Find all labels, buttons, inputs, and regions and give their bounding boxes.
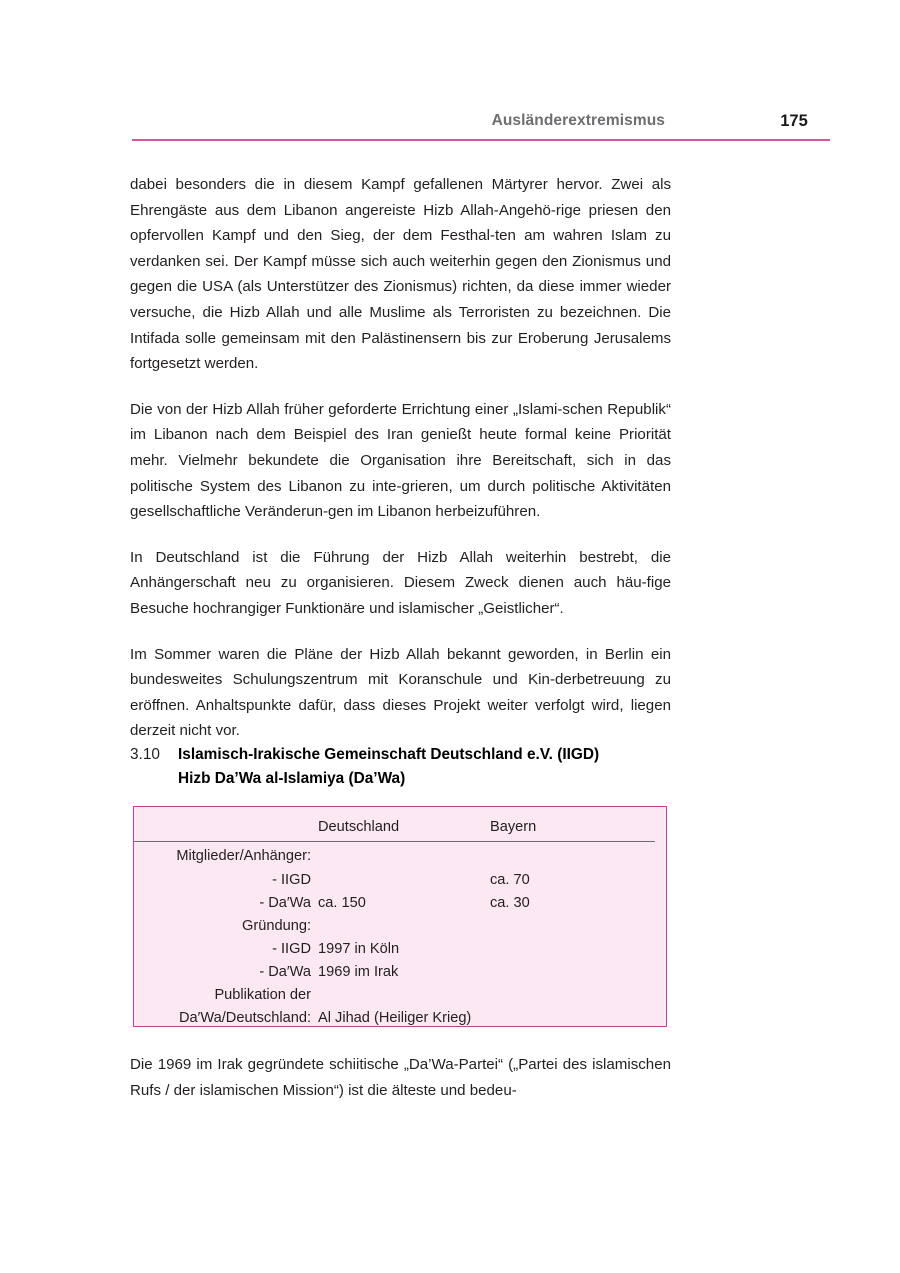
paragraph-5: Die 1969 im Irak gegründete schiitische „Da’Wa-Partei“ („Partei des islamischen Rufs / der islamischen Mission“) ist die älteste und bedeu- (130, 1056, 671, 1099)
table-cell-label: - Da′Wa (259, 964, 311, 980)
table-header-deutschland: Deutschland (318, 819, 400, 835)
running-head (132, 112, 830, 138)
table-header-row (134, 816, 666, 839)
header-rule (132, 139, 830, 141)
table-cell-deutschland: 1969 im Irak (318, 964, 399, 980)
table-cell-deutschland: Al Jihad (Heiliger Krieg) (318, 1010, 472, 1026)
table-row (134, 915, 666, 938)
organization-info-table (133, 806, 667, 1027)
table-row (134, 869, 666, 892)
table-row (134, 938, 666, 961)
table-cell-label: Da′Wa/Deutschland: (179, 1010, 311, 1026)
page-number: 175 (780, 112, 808, 130)
section-number: 3.10 (130, 746, 160, 763)
table-cell-label: - IIGD (272, 872, 311, 888)
table-cell-label: Publikation der (214, 987, 311, 1003)
table-row (134, 1007, 666, 1030)
table-cell-label: Mitglieder/Anhänger: (176, 848, 311, 864)
running-head-title: Ausländerextremismus (491, 112, 665, 129)
paragraph-3: In Deutschland ist die Führung der Hizb Allah weiterhin bestrebt, die Anhängerschaft neu zu organisieren. Diesem Zweck dienen auch häu-​fige Besuche hochrangiger Funktionäre und islamischer „Geistlicher“. (130, 548, 671, 617)
section-heading (130, 743, 675, 790)
table-row (134, 961, 666, 984)
table-header-bayern: Bayern (490, 819, 537, 835)
table-cell-label: - Da′Wa (259, 895, 311, 911)
body-text-column (130, 172, 671, 744)
paragraph-4: Im Sommer waren die Pläne der Hizb Allah bekannt geworden, in Berlin ein bundesweites Schulungszentrum mit Koranschule und Kin-​derbetreuung zu eröffnen. Anhaltspunkte dafür, dass dieses Projekt weiter verfolgt wird, liegen derzeit nicht vor. (130, 645, 671, 740)
table-cell-deutschland: 1997 in Köln (318, 941, 400, 957)
table-cell-bayern: ca. 30 (490, 895, 530, 911)
paragraph-2: Die von der Hizb Allah früher geforderte Errichtung einer „Islami-​schen Republik“ im Libanon nach dem Beispiel des Iran genießt heute formal keine Priorität mehr. Vielmehr bekundete die Organisation ihre Bereitschaft, sich in das politische System des Libanon zu inte-​grieren, um durch politische Aktivitäten gesellschaftliche Veränderun-​gen im Libanon herbeizuführen. (130, 400, 671, 521)
paragraph-1: dabei besonders die in diesem Kampf gefallenen Märtyrer hervor. Zwei als Ehrengäste aus dem Libanon angereiste Hizb Allah-Angehö-​rige priesen den opfervollen Kampf und den Sieg, der dem Festhal-​ten am wahren Islam zu verdanken sei. Der Kampf müsse sich auch weiterhin gegen den Zionismus und gegen die USA (als Unterstützer des Zionismus) richten, da diese immer wieder versuche, die Hizb Allah und alle Muslime als Terroristen zu bezeichnen. Die Intifada solle gemeinsam mit den Palästinensern bis zur Eroberung Jerusalems fortgesetzt werden. (130, 176, 671, 373)
body-text-column-lower (130, 1052, 671, 1103)
table-cell-label: - IIGD (272, 941, 311, 957)
table-row (134, 845, 666, 868)
table-cell-bayern: ca. 70 (490, 872, 530, 888)
table-cell-deutschland: ca. 150 (318, 895, 366, 911)
table-row (134, 892, 666, 915)
table-cell-label: Gründung: (242, 918, 311, 934)
table-header-rule (134, 841, 655, 842)
section-title-line-1: Islamisch-Irakische Gemeinschaft Deutschland e.V. (IIGD) (178, 746, 600, 763)
section-title-line-2: Hizb Da’Wa al-Islamiya (Da’Wa) (178, 769, 406, 787)
table-row (134, 984, 666, 1007)
